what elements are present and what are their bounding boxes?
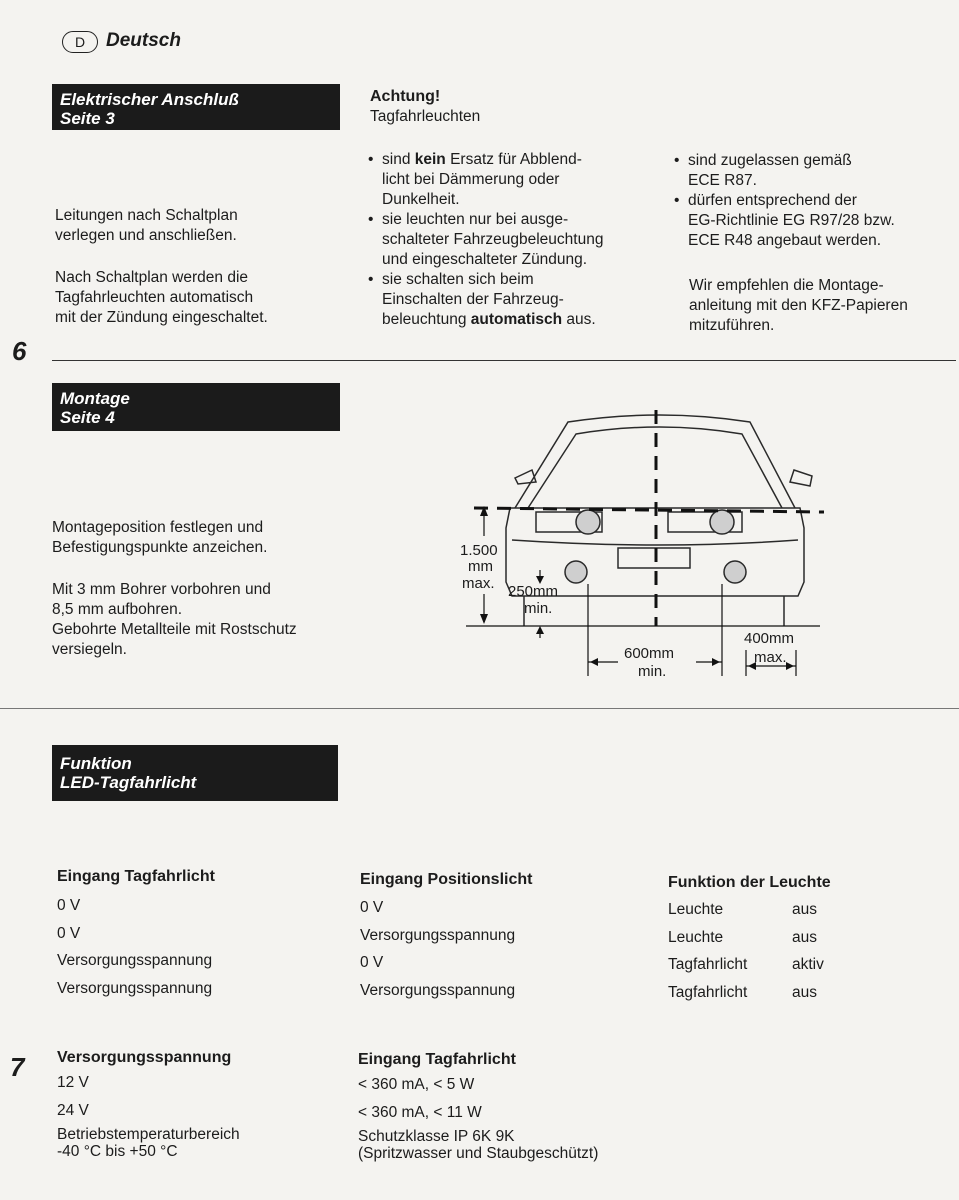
mounting-text-2 <box>52 580 297 660</box>
attention-bullets-left <box>368 150 668 330</box>
height-value: 1.500 <box>460 542 498 559</box>
upper-lamp-left <box>576 510 600 534</box>
spacing-qual: min. <box>638 663 667 680</box>
text-line: Leitungen nach Schaltplan <box>55 207 238 224</box>
attention-subtitle: Tagfahrleuchten <box>370 108 481 125</box>
temp-range <box>57 1126 240 1160</box>
table-row: 0 V <box>57 897 81 914</box>
text-line: Befestigungspunkte anzeichen. <box>52 539 268 556</box>
text-line: anleitung mit den KFZ-Papieren <box>689 297 908 314</box>
table-row: Versorgungsspannung <box>57 952 213 969</box>
text-line: Wir empfehlen die Montage- <box>689 277 884 294</box>
table-row: Tagfahrlicht aus <box>668 983 817 1001</box>
column-header: Funktion der Leuchte <box>668 874 831 891</box>
text-line: -40 °C bis +50 °C <box>57 1143 178 1160</box>
language-name: Deutsch <box>106 30 181 51</box>
attention-bullet: • sie schalten sich beim Einschalten der Fahrzeug- beleuchtung automatisch aus. <box>368 270 668 330</box>
language-badge: D <box>62 31 98 53</box>
text-line: versiegeln. <box>52 641 127 658</box>
column-header: Eingang Tagfahrlicht <box>57 868 215 885</box>
page-number-6: 6 <box>12 336 27 366</box>
table-row: Versorgungsspannung <box>360 926 516 944</box>
table-row: Versorgungsspannung <box>57 979 213 997</box>
table-row: Leuchte aus <box>668 928 817 946</box>
car-mounting-diagram <box>440 400 959 690</box>
column-header: Eingang Tagfahrlicht <box>358 1051 516 1068</box>
function-header-subtitle: LED-Tagfahrlicht <box>60 773 197 792</box>
table-row: 0 V <box>57 924 81 942</box>
function-header <box>52 745 338 801</box>
function-col-lamp-function <box>668 874 831 1006</box>
upper-lamp-right <box>710 510 734 534</box>
text-line: mitzuführen. <box>689 317 775 334</box>
attention-bullet: • sind kein Ersatz für Abblend- licht bei Dämmerung oder Dunkelheit. <box>368 150 668 210</box>
page-number-7: 7 <box>10 1052 25 1082</box>
spec-input-dayrunning <box>358 1051 598 1162</box>
spec-row: < 360 mA, < 11 W <box>358 1103 482 1121</box>
electrical-header-page: Seite 3 <box>60 109 115 128</box>
divider <box>52 360 956 361</box>
recommend-text <box>689 276 908 336</box>
mounting-header-page: Seite 4 <box>60 408 115 427</box>
attention-bullet: • sind zugelassen gemäß ECE R87. <box>674 151 956 191</box>
spec-row: 24 V <box>57 1101 89 1119</box>
spec-row: < 360 mA, < 5 W <box>358 1076 475 1093</box>
attention-bullet: • dürfen entsprechend der EG-Richtlinie EG R97/28 bzw. ECE R48 angebaut werden. <box>674 191 956 251</box>
table-row: Leuchte aus <box>668 901 817 918</box>
electrical-header-title: Elektrischer Anschluß <box>60 90 239 109</box>
attention-bullets-right <box>674 151 956 251</box>
function-col-input-dayrunning <box>57 868 215 1002</box>
edge-qual: max. <box>754 649 787 666</box>
ground-qual: min. <box>524 600 553 617</box>
table-row: Tagfahrlicht aktiv <box>668 956 824 973</box>
text-line: Montageposition festlegen und <box>52 519 264 536</box>
text-line: 8,5 mm aufbohren. <box>52 601 183 618</box>
column-header: Versorgungsspannung <box>57 1049 232 1066</box>
edge-value: 400mm <box>744 630 795 647</box>
table-row: 0 V <box>360 899 384 916</box>
height-qual: max. <box>462 575 495 592</box>
lower-lamp-right <box>724 561 746 583</box>
table-row: Versorgungsspannung <box>360 981 516 999</box>
text-line: Mit 3 mm Bohrer vorbohren und <box>52 581 271 598</box>
lower-lamp-left <box>565 561 587 583</box>
mounting-header-title: Montage <box>60 389 130 408</box>
text-line: Gebohrte Metallteile mit Rostschutz <box>52 621 297 638</box>
table-row: 0 V <box>360 954 384 971</box>
electrical-text-2 <box>55 268 268 328</box>
mounting-header <box>52 383 340 431</box>
attention-bullet: • sie leuchten nur bei ausge- schalteter Fahrzeugbeleuchtung und eingeschalteter Zündung. <box>368 210 668 270</box>
text-line: Nach Schaltplan werden die <box>55 269 249 286</box>
dimension-labels <box>460 542 794 680</box>
function-col-input-position <box>360 871 532 1004</box>
spec-supply-voltage <box>57 1049 240 1160</box>
electrical-text-1 <box>55 206 238 246</box>
text-line: Betriebstemperaturbereich <box>57 1126 240 1143</box>
protection-class <box>358 1128 598 1162</box>
divider <box>0 708 959 709</box>
column-header: Eingang Positionslicht <box>360 871 533 888</box>
attention-title: Achtung! <box>370 88 441 105</box>
mounting-text-1 <box>52 518 267 558</box>
spec-row: 12 V <box>57 1074 89 1091</box>
text-line: mit der Zündung eingeschaltet. <box>55 309 268 326</box>
text-line: Tagfahrleuchten automatisch <box>55 289 254 306</box>
function-header-title: Funktion <box>60 754 132 773</box>
ground-value: 250mm <box>508 583 559 600</box>
electrical-header <box>52 84 340 130</box>
text-line: Schutzklasse IP 6K 9K <box>358 1128 515 1145</box>
text-line: (Spritzwasser und Staubgeschützt) <box>358 1145 599 1162</box>
spacing-value: 600mm <box>624 645 675 662</box>
text-line: verlegen und anschließen. <box>55 227 237 244</box>
height-unit: mm <box>468 558 493 575</box>
